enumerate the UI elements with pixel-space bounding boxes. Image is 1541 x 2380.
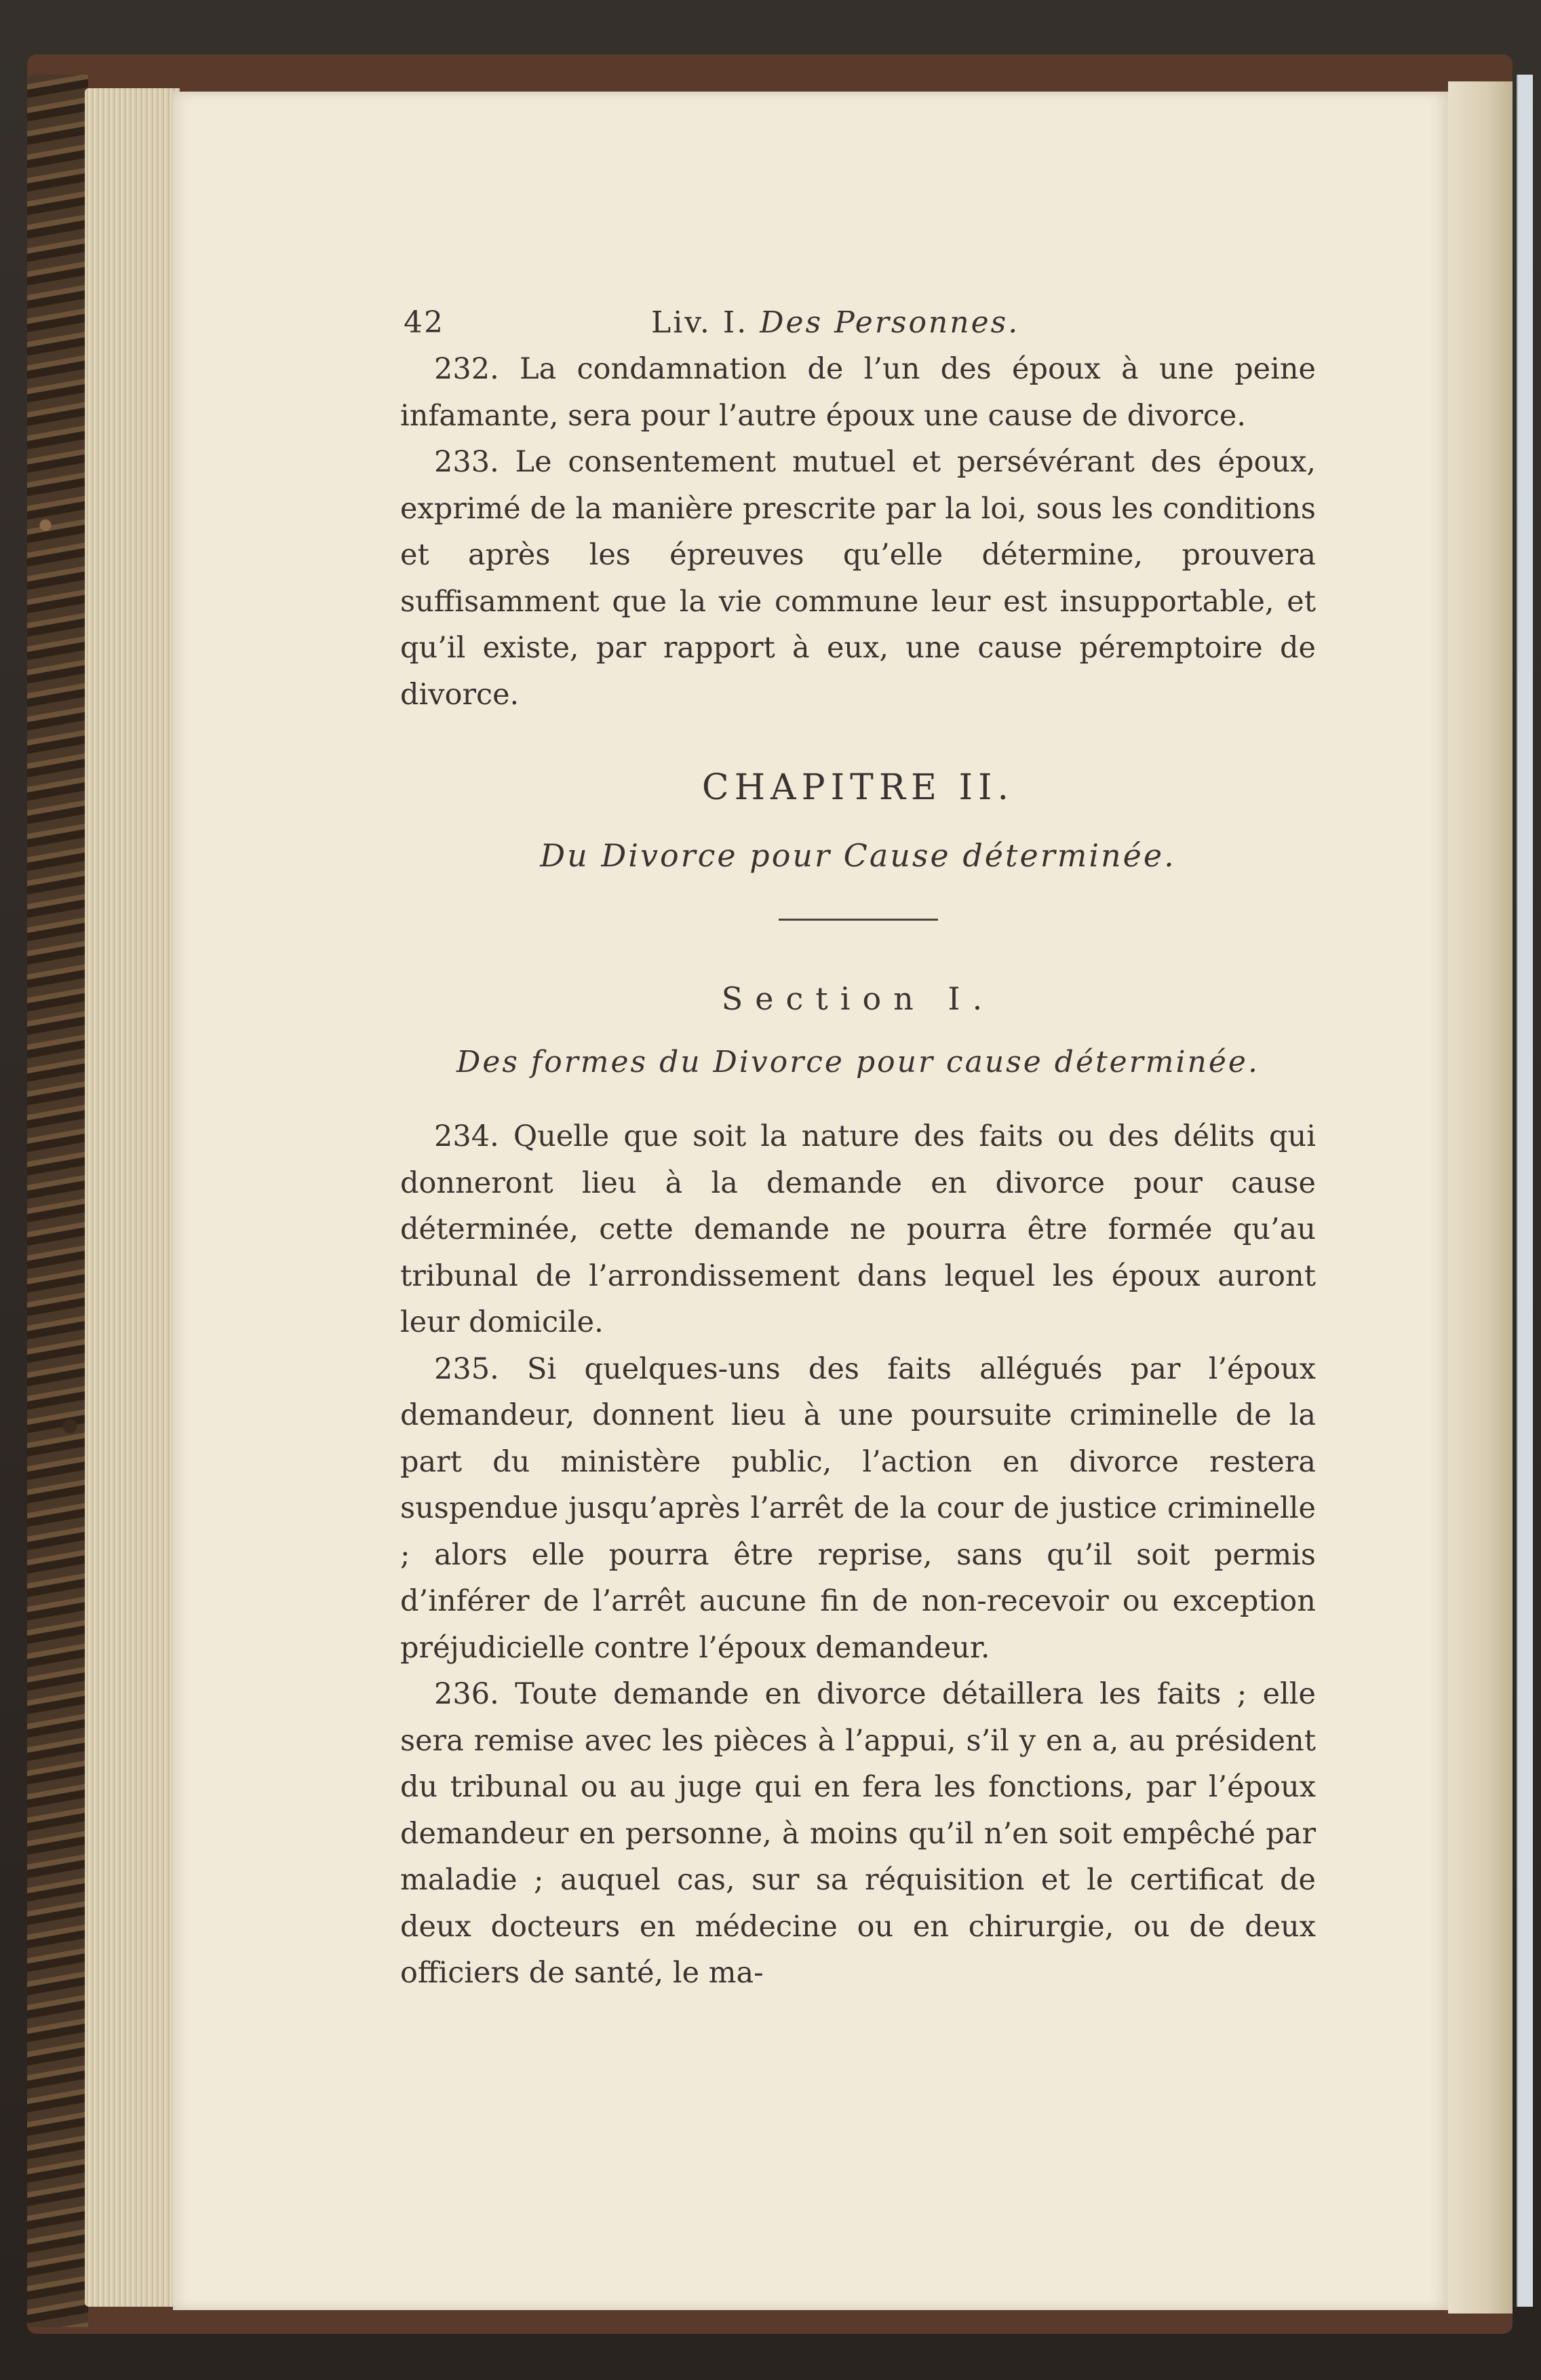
marbled-edge (27, 75, 88, 2327)
article-234: 234. Quelle que soit la nature des faits ou des délits qui donneront lieu à la demande en divorce pour cause déterminée, cette demande ne pourra être formée qu’au tribunal de l’arrondissement dans lequel les époux auront leur domicile. (400, 1119, 1316, 1339)
scan-strip (1517, 75, 1533, 2307)
book-label: Liv. I. (651, 305, 749, 340)
article-235: 235. Si quelques-uns des faits allégués par l’époux demandeur, donnent lieu à une poursuite criminelle de la part du ministère public, l’action en divorce restera suspendue jusqu’après l’arrêt de la cour de justice criminelle ; alors elle pourra être reprise, sans qu’il soit permis d’inférer de l’arrêt aucune fin de non-recevoir ou exception préjudicielle contre l’époux demandeur. (400, 1351, 1316, 1665)
running-title (651, 305, 1019, 340)
page-number: 42 (404, 305, 444, 340)
article-232: 232. La condamnation de l’un des époux à une peine infamante, sera pour l’autre époux une cause de divorce. (400, 352, 1316, 433)
facing-page-edge (1448, 81, 1513, 2314)
running-head (400, 299, 1316, 346)
section-subtitle: Des formes du Divorce pour cause déterminée. (456, 1045, 1260, 1079)
section-title: Section I. (721, 980, 995, 1017)
divider-rule (779, 919, 938, 921)
article-233: 233. Le consentement mutuel et persévérant des époux, exprimé de la manière prescrite par la loi, sous les conditions et après les épreuves qu’elle détermine, prouvera suffisamment que la vie commune leur est insupportable, et qu’il existe, par rapport à eux, une cause péremptoire de divorce. (400, 445, 1316, 712)
subject-label: Des Personnes. (760, 305, 1020, 340)
chapter-subtitle: Du Divorce pour Cause déterminée. (540, 837, 1176, 874)
chapter-title: CHAPITRE II. (701, 767, 1015, 808)
article-236: 236. Toute demande en divorce détaillera les faits ; elle sera remise avec les pièces à l’appui, s’il y en a, au président du tribunal ou au juge qui en fera les fonctions, par l’époux demandeur en personne, à moins qu’il n’en soit empêché par maladie ; auquel cas, sur sa réquisition et le certificat de deux docteurs en médecine ou en chirurgie, ou de deux officiers de santé, le ma- (400, 1677, 1316, 1990)
page-text (400, 299, 1316, 1997)
page-edges (85, 88, 180, 2307)
